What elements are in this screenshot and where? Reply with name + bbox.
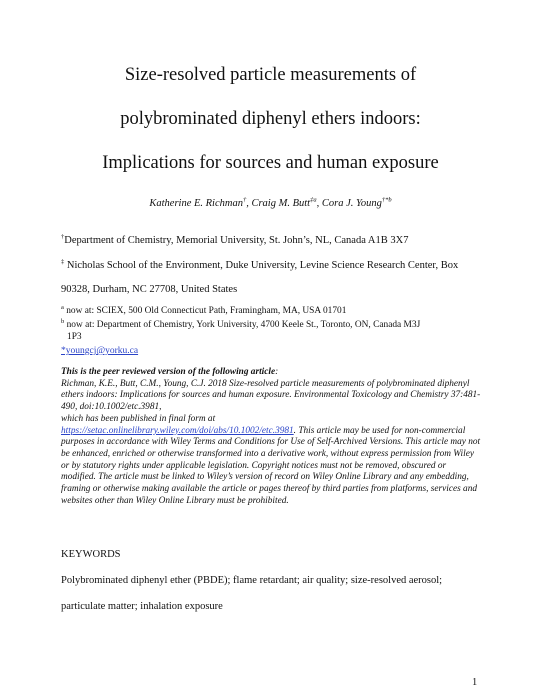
affiliation-mark: a bbox=[61, 303, 64, 311]
affiliation-text-continued: 1P3 bbox=[67, 331, 82, 342]
keywords-line-2: particulate matter; inhalation exposure bbox=[61, 601, 223, 612]
affiliation-text: now at: Department of Chemistry, York University, 4700 Keele St., Toronto, ON, Canada M3J bbox=[64, 320, 421, 330]
author-name: Craig M. Butt bbox=[251, 198, 311, 209]
author-name: Katherine E. Richman bbox=[149, 198, 243, 209]
title-line-2: polybrominated diphenyl ethers indoors: bbox=[120, 109, 421, 129]
keywords-heading: KEYWORDS bbox=[61, 549, 121, 560]
affiliation-text: Department of Chemistry, Memorial University, St. John’s, NL, Canada A1B 3X7 bbox=[64, 235, 409, 246]
notice-heading-colon: : bbox=[275, 367, 279, 377]
self-archiving-notice bbox=[61, 367, 481, 507]
notice-terms: . This article may be used for non-commercial purposes in accordance with Wiley Terms and Conditions for Use of Self-Archived Versions. This article may not be enhanced, enriched or otherwise transformed into a derivative work, without express permission from Wiley or by statutory rights under applicable legislation. Copyright notices must not be removed, obscured or modified. The article must be linked to Wiley’s version of record on Wiley Online Library and any embedding, framing or otherwise making available the article or pages thereof by third parties from platforms, services and websites other than Wiley Online Library must be prohibited. bbox=[61, 425, 481, 506]
affiliation-2-continued: 90328, Durham, NC 27708, United States bbox=[61, 284, 238, 295]
affiliation-text: now at: SCIEX, 500 Old Connecticut Path, Framingham, MA, USA 01701 bbox=[63, 306, 347, 316]
affiliation-3 bbox=[61, 303, 347, 318]
affiliation-4 bbox=[61, 317, 421, 343]
author-affiliation-mark: † bbox=[242, 196, 247, 204]
notice-published: which has been published in final form at bbox=[61, 413, 216, 424]
author-affiliation-mark: ‡a bbox=[310, 196, 317, 204]
affiliation-text: Nicholas School of the Environment, Duke University, Levine Science Research Center, Box bbox=[64, 260, 459, 271]
title-line-1: Size-resolved particle measurements of bbox=[124, 65, 417, 85]
page-number: 1 bbox=[472, 677, 478, 688]
notice-heading: This is the peer reviewed version of the following article bbox=[61, 367, 276, 377]
affiliation-2 bbox=[61, 259, 458, 273]
affiliation-mark: ‡ bbox=[61, 258, 65, 266]
affiliation-1 bbox=[61, 234, 408, 248]
author-separator: , bbox=[316, 198, 322, 209]
affiliation-mark: † bbox=[61, 233, 65, 241]
affiliation-mark: b bbox=[61, 317, 65, 325]
author-name: Cora J. Young bbox=[321, 198, 382, 209]
author-affiliation-mark: †*b bbox=[381, 196, 392, 204]
author-separator: , bbox=[246, 198, 252, 209]
corresponding-email-link[interactable]: *youngcj@yorku.ca bbox=[61, 346, 139, 356]
title-line-3: Implications for sources and human exposure bbox=[102, 153, 439, 173]
notice-citation: Richman, K.E., Butt, C.M., Young, C.J. 2018 Size-resolved particle measurements of polybrominated diphenyl ethers indoors: Implications for sources and human exposure. Environmental Toxicology and Chemistry 37:481-490, doi:10.1002/etc.3981, bbox=[61, 378, 481, 413]
keywords-line-1: Polybrominated diphenyl ether (PBDE); flame retardant; air quality; size-resolved aerosol; bbox=[61, 575, 443, 586]
article-url-link[interactable]: https://setac.onlinelibrary.wiley.com/doi/abs/10.1002/etc.3981 bbox=[61, 425, 294, 436]
author-list bbox=[0, 197, 541, 211]
